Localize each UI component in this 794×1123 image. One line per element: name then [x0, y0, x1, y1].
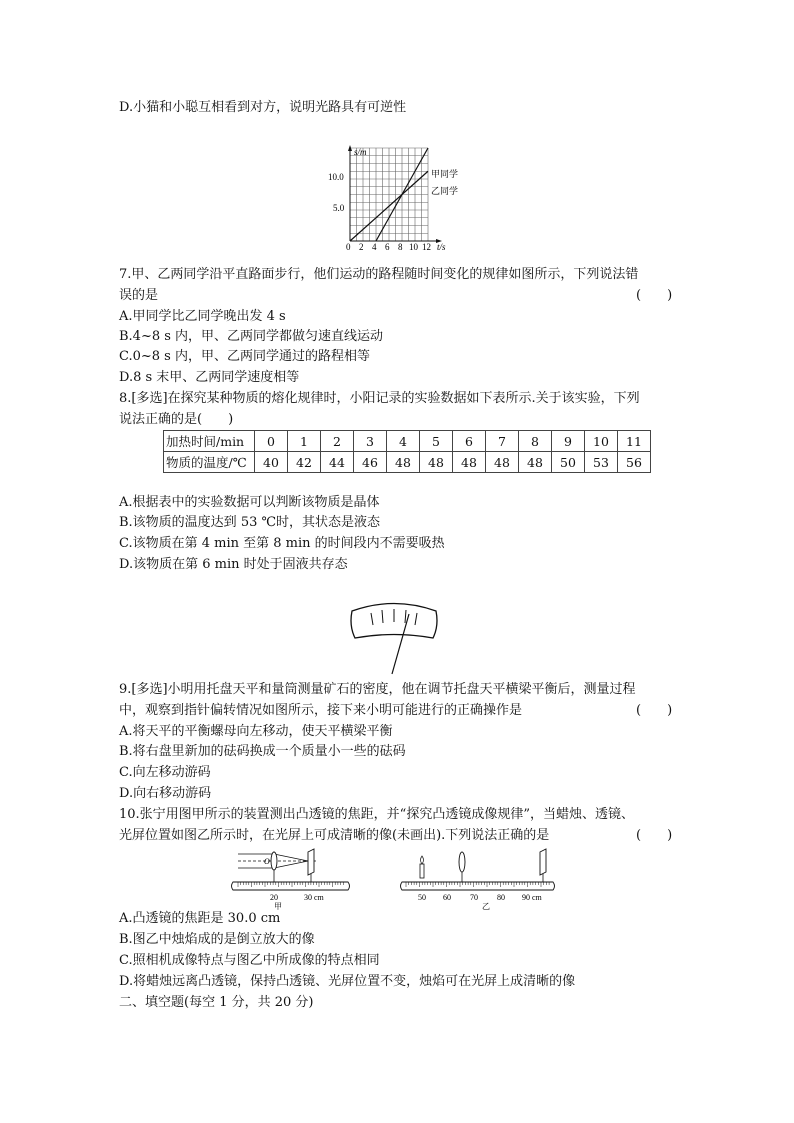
temp-cell: 44 — [321, 452, 354, 473]
bench-tick-50: 50 — [418, 893, 426, 902]
temp-cell: 48 — [519, 452, 552, 473]
graph-grid — [350, 148, 428, 241]
convex-lens — [459, 852, 465, 872]
x-tick-4: 4 — [372, 242, 377, 252]
q7-option-b: B.4~8 s 内，甲、乙两同学都做匀速直线运动 — [119, 329, 384, 344]
q8-stem-line1: 8.[多选]在探究某种物质的熔化规律时，小阳记录的实验数据如下表所示.关于该实验，下列 — [119, 391, 640, 406]
table-row — [164, 431, 651, 452]
time-cell: 7 — [486, 431, 519, 452]
y-tick-10: 10.0 — [328, 172, 344, 182]
temp-cell: 48 — [486, 452, 519, 473]
bench-tick-30: 30 cm — [304, 893, 324, 902]
q8-option-d: D.该物质在第 6 min 时处于固液共存态 — [119, 557, 348, 572]
series-b-label: 乙同学 — [431, 186, 459, 196]
q7-stem-line2: 误的是 — [119, 288, 159, 303]
time-cell: 5 — [420, 431, 453, 452]
bench-tick-80: 80 — [497, 893, 505, 902]
x-tick-6: 6 — [385, 242, 390, 252]
q8-option-b: B.该物质的温度达到 53 ℃时，其状态是液态 — [119, 515, 381, 530]
temp-cell: 48 — [387, 452, 420, 473]
candle — [420, 864, 424, 878]
q10-option-c: C.照相机成像特点与图乙中所成像的特点相同 — [119, 953, 380, 968]
q10-option-a: A.凸透镜的焦距是 30.0 cm — [119, 911, 281, 926]
scale-ticks — [371, 609, 417, 625]
q7-option-c: C.0~8 s 内，甲、乙两同学通过的路程相等 — [119, 349, 370, 364]
time-cell: 8 — [519, 431, 552, 452]
temp-cell: 48 — [420, 452, 453, 473]
temp-cell: 40 — [255, 452, 288, 473]
temp-cell: 53 — [585, 452, 618, 473]
time-cell: 1 — [288, 431, 321, 452]
balance-pointer-figure — [345, 598, 445, 678]
lens-center-label: O — [264, 857, 270, 866]
balance-pointer — [392, 614, 409, 674]
temp-cell: 46 — [354, 452, 387, 473]
q9-option-c: C.向左移动游码 — [119, 765, 211, 780]
row-head-temp: 物质的温度/℃ — [164, 452, 255, 473]
q9-answer-paren: ( ) — [636, 703, 673, 718]
q9-option-a: A.将天平的平衡螺母向左移动，使天平横梁平衡 — [119, 724, 393, 739]
imaging-setup-figure — [398, 846, 558, 910]
bench-tick-90: 90 cm — [522, 893, 542, 902]
bench-tick-20: 20 — [270, 893, 278, 902]
q9-stem-line2: 中，观察到指针偏转情况如图所示，接下来小明可能进行的正确操作是 — [119, 703, 523, 718]
light-screen — [308, 849, 314, 875]
time-cell: 6 — [453, 431, 486, 452]
temp-cell: 48 — [453, 452, 486, 473]
q7-stem-line1: 7.甲、乙两同学沿平直路面步行，他们运动的路程随时间变化的规律如图所示，下列说法错 — [119, 267, 639, 282]
figure-b-caption: 乙 — [482, 902, 490, 910]
q7-option-d: D.8 s 末甲、乙两同学速度相等 — [119, 370, 300, 385]
q10-option-b: B.图乙中烛焰成的是倒立放大的像 — [119, 932, 315, 947]
q8-stem-line2: 说法正确的是( ) — [119, 412, 234, 427]
section-2-title: 二、填空题(每空 1 分，共 20 分) — [119, 995, 314, 1010]
candle-flame — [421, 856, 424, 864]
q9-option-b: B.将右盘里新加的砝码换成一个质量小一些的砝码 — [119, 744, 406, 759]
q8-option-c: C.该物质在第 4 min 至第 8 min 的时间段内不需要吸热 — [119, 536, 445, 551]
temp-cell: 42 — [288, 452, 321, 473]
q9-stem-line1: 9.[多选]小明用托盘天平和量筒测量矿石的密度，他在调节托盘天平横梁平衡后，测量过程 — [119, 682, 636, 697]
x-tick-12: 12 — [422, 242, 431, 252]
x-tick-0: 0 — [346, 242, 351, 252]
bench-tick-70: 70 — [470, 893, 478, 902]
q10-option-d: D.将蜡烛远离凸透镜，保持凸透镜、光屏位置不变，烛焰可在光屏上成清晰的像 — [119, 974, 576, 989]
q7-option-a: A.甲同学比乙同学晚出发 4 s — [119, 309, 286, 324]
x-axis-label: t/s — [437, 242, 446, 252]
time-cell: 2 — [321, 431, 354, 452]
optical-bench — [401, 882, 555, 890]
q10-answer-paren: ( ) — [636, 828, 673, 843]
q10-stem-line2: 光屏位置如图乙所示时，在光屏上可成清晰的像(未画出).下列说法正确的是 — [119, 828, 550, 843]
q8-option-a: A.根据表中的实验数据可以判断该物质是晶体 — [119, 495, 380, 510]
temp-cell: 56 — [618, 452, 651, 473]
optical-bench — [232, 882, 350, 890]
q10-stem-line1: 10.张宁用图甲所示的装置测出凸透镜的焦距，并“探究凸透镜成像规律”，当蜡烛、透镜、 — [119, 807, 634, 822]
time-cell: 3 — [354, 431, 387, 452]
y-axis-label: s/m — [354, 147, 367, 157]
y-tick-5: 5.0 — [333, 203, 345, 213]
light-screen — [540, 849, 546, 875]
q9-option-d: D.向右移动游码 — [119, 786, 212, 801]
bench-tick-60: 60 — [443, 893, 451, 902]
lens-focal-figure — [228, 846, 354, 910]
convex-lens — [271, 852, 277, 870]
melting-data-table — [163, 430, 651, 473]
temp-cell: 50 — [552, 452, 585, 473]
table-row — [164, 452, 651, 473]
time-cell: 9 — [552, 431, 585, 452]
x-tick-8: 8 — [398, 242, 403, 252]
time-cell: 4 — [387, 431, 420, 452]
time-cell: 11 — [618, 431, 651, 452]
q6-option-d: D.小猫和小聪互相看到对方，说明光路具有可逆性 — [119, 100, 407, 115]
q7-answer-paren: ( ) — [636, 288, 673, 303]
time-cell: 10 — [585, 431, 618, 452]
x-tick-2: 2 — [359, 242, 364, 252]
distance-time-graph — [320, 140, 490, 255]
series-a-label: 甲同学 — [431, 169, 459, 179]
row-head-time: 加热时间/min — [164, 431, 255, 452]
x-tick-10: 10 — [409, 242, 418, 252]
figure-a-caption: 甲 — [274, 902, 282, 910]
time-cell: 0 — [255, 431, 288, 452]
